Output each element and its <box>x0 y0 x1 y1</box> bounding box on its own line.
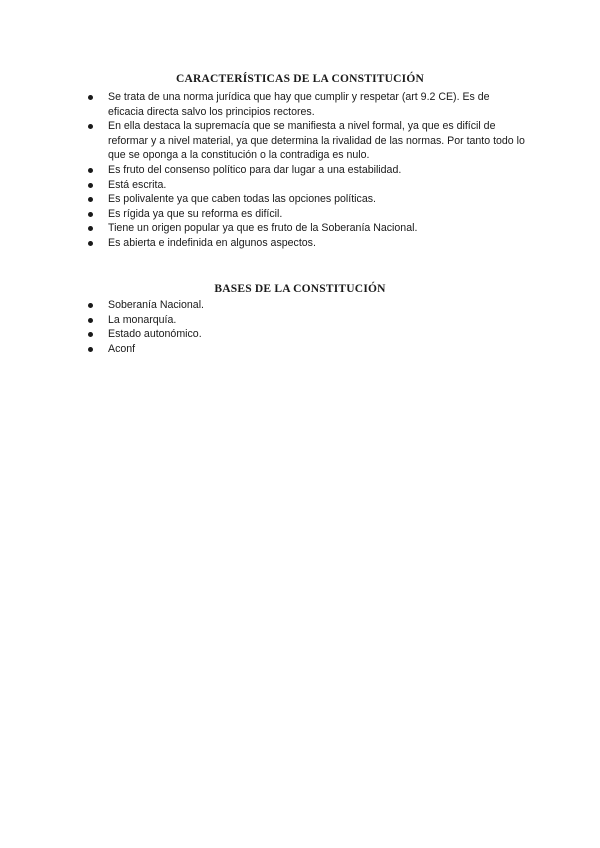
list-item <box>88 163 528 178</box>
list-item-text: La monarquía. <box>108 313 177 326</box>
list-item-text: Es rígida ya que su reforma es difícil. <box>108 207 283 220</box>
list-item-text: Soberanía Nacional. <box>108 299 204 311</box>
bullet-icon <box>88 347 93 352</box>
list-item-text: En ella destaca la supremacía que se manifiesta a nivel formal, ya que es difícil de reformar y a nivel material, ya que determina la rivalidad de las normas. Por tanto todo lo que se oponga a la constitución o la contradiga es nulo. <box>108 120 525 162</box>
section-title-bases: BASES DE LA CONSTITUCIÓN <box>214 283 386 295</box>
bullet-icon <box>88 303 93 308</box>
list-item <box>88 236 528 251</box>
bullet-icon <box>88 318 93 323</box>
list-item-text: Tiene un origen popular ya que es fruto de la Soberanía Nacional. <box>108 222 418 235</box>
bullet-icon <box>88 197 93 202</box>
bullet-icon <box>88 241 93 246</box>
list-item-text: Aconf <box>108 342 136 355</box>
list-item-text: Es fruto del consenso político para dar lugar a una estabilidad. <box>108 163 402 176</box>
list-item <box>88 327 528 342</box>
list-item <box>88 207 528 222</box>
list-item-text: Es abierta e indefinida en algunos aspectos. <box>108 236 316 249</box>
list-item <box>88 221 528 236</box>
list-item <box>88 342 528 357</box>
list-item <box>88 313 528 328</box>
list-item-text: Se trata de una norma jurídica que hay que cumplir y respetar (art 9.2 CE). Es de eficacia directa salvo los principios rectores. <box>108 91 490 118</box>
list-item-text: Estado autonómico. <box>108 328 202 341</box>
list-item <box>88 90 528 119</box>
list-item-text: Está escrita. <box>108 178 167 191</box>
bullet-icon <box>88 168 93 173</box>
list-item <box>88 192 528 207</box>
list-item-text: Es polivalente ya que caben todas las opciones políticas. <box>108 193 376 206</box>
section-title-caracteristicas: CARACTERÍSTICAS DE LA CONSTITUCIÓN <box>175 73 425 85</box>
bullet-icon <box>88 95 93 100</box>
bullet-icon <box>88 183 93 188</box>
list-item <box>88 119 528 163</box>
caracteristicas-list <box>88 90 528 251</box>
list-item <box>88 298 528 313</box>
list-item <box>88 178 528 193</box>
bases-list <box>88 298 528 356</box>
bullet-icon <box>88 124 93 129</box>
bullet-icon <box>88 212 93 217</box>
bullet-icon <box>88 226 93 231</box>
bullet-icon <box>88 332 93 337</box>
